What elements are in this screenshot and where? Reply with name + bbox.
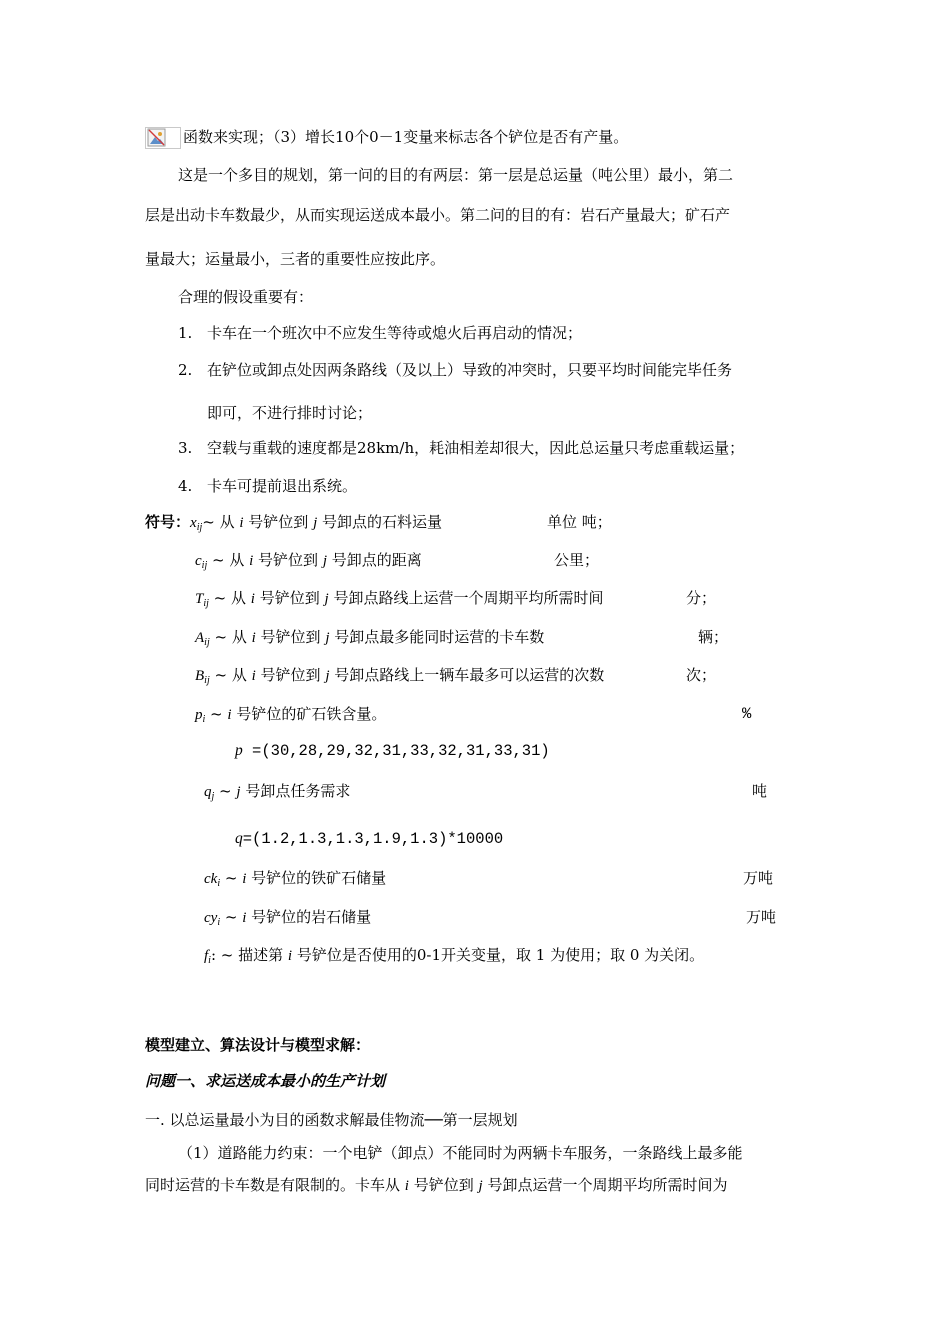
subsection-title: 一. 以总运量最小为目的函数求解最佳物流──第一层规划 bbox=[145, 1111, 518, 1129]
symbol-row-x: 符号：$x_{ij}\sim$ 从 i 号铲位到 j 号卸点的石料运量 bbox=[145, 513, 443, 533]
broken-image-icon bbox=[147, 128, 167, 148]
intro-line: 函数来实现；（3）增长10个0－1变量来标志各个铲位是否有产量。 bbox=[183, 128, 629, 146]
assumption-number: 2. bbox=[178, 361, 193, 379]
symbol-row-b: $B_{ij}$ ~ 从 i 号铲位到 j 号卸点路线上一辆车最多可以运营的次数 bbox=[195, 666, 605, 686]
paragraph-2-line-2: 同时运营的卡车数是有限制的。卡车从 i 号铲位到 j 号卸点运营一个周期平均所需时间为 bbox=[145, 1176, 728, 1194]
symbol-row-a: $A_{ij}$ ~ 从 i 号铲位到 j 号卸点最多能同时运营的卡车数 bbox=[195, 628, 545, 648]
unit-label: 辆； bbox=[698, 628, 729, 646]
symbol-row-q: $q_j$ ~ j 号卸点任务需求 bbox=[204, 782, 351, 802]
assumption-text: 在铲位或卸点处因两条路线（及以上）导致的冲突时，只要平均时间能完毕任务 bbox=[207, 361, 733, 379]
symbol-row-p: $p_i$ ~ i 号铲位的矿石铁含量。 bbox=[195, 705, 387, 725]
unit-label: 吨 bbox=[752, 782, 768, 800]
symbol-row-f: $f_i$: ~ 描述第 i 号铲位是否使用的0-1开关变量，取 1 为使用；取 0 为关闭。 bbox=[204, 946, 705, 966]
unit-label: 万吨 bbox=[746, 908, 777, 926]
unit-label: % bbox=[742, 705, 752, 723]
symbol-row-ck: $ck_i$ ~ i 号铲位的铁矿石储量 bbox=[204, 869, 387, 889]
paragraph-1-line-3: 量最大；运量最小，三者的重要性应按此序。 bbox=[145, 250, 446, 268]
p-vector: p =(30,28,29,32,31,33,32,31,33,31) bbox=[235, 742, 550, 760]
paragraph-1-line-1: 这是一个多目的规划，第一问的目的有两层：第一层是总运量（吨公里）最小，第二 bbox=[178, 166, 734, 184]
unit-label: 单位 吨； bbox=[547, 513, 612, 531]
symbol-row-cy: $cy_i$ ~ i 号铲位的岩石储量 bbox=[204, 908, 372, 928]
symbol-row-t: $T_{ij}$ ~ 从 i 号铲位到 j 号卸点路线上运营一个周期平均所需时间 bbox=[195, 589, 604, 609]
unit-label: 分； bbox=[686, 589, 717, 607]
unit-label: 万吨 bbox=[743, 869, 774, 887]
assumptions-title: 合理的假设重要有： bbox=[178, 288, 314, 306]
unit-label: 次； bbox=[686, 666, 717, 684]
assumption-number: 3. bbox=[178, 439, 193, 457]
assumption-text: 卡车可提前退出系统。 bbox=[207, 477, 358, 495]
assumption-number: 1. bbox=[178, 324, 193, 342]
paragraph-2-line-1: （1）道路能力约束：一个电铲（卸点）不能同时为两辆卡车服务，一条路线上最多能 bbox=[178, 1144, 743, 1162]
unit-label: 公里； bbox=[554, 551, 600, 569]
q-vector: q=(1.2,1.3,1.3,1.9,1.3)*10000 bbox=[235, 830, 504, 848]
assumption-text: 卡车在一个班次中不应发生等待或熄火后再启动的情况； bbox=[207, 324, 583, 342]
embedded-image-placeholder bbox=[145, 127, 181, 149]
assumption-text-continued: 即可，不进行排时讨论； bbox=[207, 404, 373, 422]
section-heading: 模型建立、算法设计与模型求解： bbox=[145, 1036, 371, 1054]
problem-heading: 问题一、求运送成本最小的生产计划 bbox=[145, 1072, 386, 1090]
symbols-label: 符号： bbox=[145, 513, 191, 531]
assumption-text: 空载与重载的速度都是28km/h，耗油相差却很大，因此总运量只考虑重载运量； bbox=[207, 439, 745, 457]
symbol-row-c: $c_{ij}$ ~ 从 i 号铲位到 j 号卸点的距离 bbox=[195, 551, 422, 571]
paragraph-1-line-2: 层是出动卡车数最少，从而实现运送成本最小。第二问的目的有：岩石产量最大；矿石产 bbox=[145, 206, 731, 224]
assumption-number: 4. bbox=[178, 477, 193, 495]
